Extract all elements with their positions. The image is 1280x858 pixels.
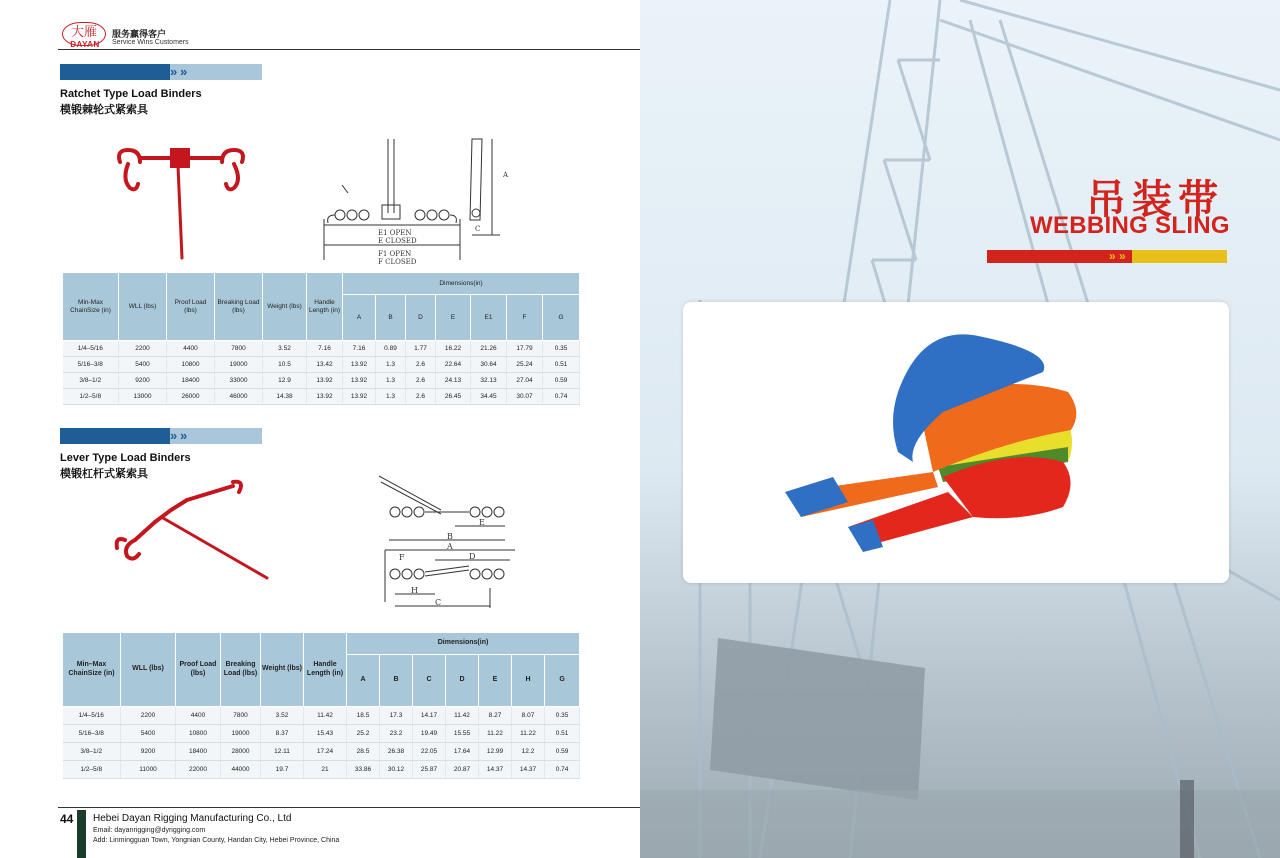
diagram-label: B (447, 532, 453, 541)
table-cell: 28.5 (347, 743, 380, 761)
ratchet-spec-table (62, 272, 580, 405)
table-cell: 8.07 (512, 707, 545, 725)
webbing-sling-photo-card (683, 302, 1229, 583)
table-cell: 12.11 (261, 743, 304, 761)
diagram-label: F CLOSED (378, 258, 417, 266)
lever-spec-table (62, 632, 580, 779)
dimension-column-header: C (413, 655, 446, 707)
table-row (63, 357, 580, 373)
logo-wordmark: DAYAN (70, 40, 100, 49)
table-cell: 13000 (119, 389, 167, 405)
table-cell: 12.99 (479, 743, 512, 761)
table-cell: 4400 (167, 341, 215, 357)
lever-title-en: Lever Type Load Binders (60, 452, 191, 464)
dimensions-header: Dimensions(in) (347, 633, 580, 655)
table-cell: 34.45 (471, 389, 507, 405)
table-cell: 33000 (215, 373, 263, 389)
chevron-icon: » (1109, 249, 1116, 263)
dimension-column-header: A (343, 295, 376, 341)
table-cell: 13.42 (307, 357, 343, 373)
table-cell: 0.59 (543, 373, 580, 389)
table-cell: 11.22 (512, 725, 545, 743)
dimension-column-header: G (543, 295, 580, 341)
lever-binder-image (105, 478, 280, 588)
dimensions-header: Dimensions(in) (343, 273, 580, 295)
dimension-column-header: E (479, 655, 512, 707)
table-cell: 13.92 (307, 373, 343, 389)
dimension-column-header: D (406, 295, 436, 341)
table-cell: 26.45 (436, 389, 471, 405)
table-cell: 7.16 (343, 341, 376, 357)
dimension-column-header: D (446, 655, 479, 707)
table-cell: 12.2 (512, 743, 545, 761)
table-cell: 30.07 (507, 389, 543, 405)
table-cell: 2200 (119, 341, 167, 357)
table-cell: 11000 (121, 761, 176, 779)
column-header: Weight (lbs) (263, 273, 307, 341)
table-cell: 5400 (121, 725, 176, 743)
section-bar-lever (60, 428, 262, 444)
table-cell: 28000 (221, 743, 261, 761)
page-number: 44 (60, 812, 74, 826)
company-address: Add: Linmingguan Town, Yongnian County, Handan City, Hebei Province, China (93, 837, 340, 844)
table-cell: 23.2 (380, 725, 413, 743)
table-row (63, 373, 580, 389)
table-cell: 7800 (215, 341, 263, 357)
table-cell: 0.51 (545, 725, 580, 743)
dimension-column-header: E1 (471, 295, 507, 341)
table-cell: 11.22 (479, 725, 512, 743)
table-cell: 11.42 (446, 707, 479, 725)
column-header: WLL (lbs) (121, 633, 176, 707)
table-cell: 5400 (119, 357, 167, 373)
diagram-label: A (503, 171, 509, 179)
table-row (63, 761, 580, 779)
header-divider (58, 49, 640, 50)
table-cell: 2200 (121, 707, 176, 725)
table-cell: 1/4–5/16 (63, 707, 121, 725)
table-cell: 2.6 (406, 357, 436, 373)
table-row (63, 707, 580, 725)
table-cell: 8.27 (479, 707, 512, 725)
column-header: Breaking Load (lbs) (215, 273, 263, 341)
ratchet-title-cn: 模锻棘轮式紧索具 (60, 104, 148, 116)
table-cell: 2.6 (406, 389, 436, 405)
column-header: Proof Load (lbs) (167, 273, 215, 341)
table-cell: 15.43 (304, 725, 347, 743)
column-header: Breaking Load (lbs) (221, 633, 261, 707)
diagram-label: C (435, 598, 442, 607)
table-cell: 3/8–1/2 (63, 743, 121, 761)
table-cell: 20.87 (446, 761, 479, 779)
table-cell: 26.38 (380, 743, 413, 761)
table-cell: 0.35 (543, 341, 580, 357)
chevron-icon: » (180, 428, 188, 443)
table-cell: 3.52 (263, 341, 307, 357)
table-cell: 18.5 (347, 707, 380, 725)
diagram-label: C (475, 225, 481, 233)
table-cell: 13.92 (343, 389, 376, 405)
diagram-label: F (399, 553, 405, 562)
table-cell: 25.24 (507, 357, 543, 373)
table-cell: 13.92 (307, 389, 343, 405)
table-cell: 7800 (221, 707, 261, 725)
table-cell: 14.17 (413, 707, 446, 725)
page-stripe (77, 810, 86, 858)
table-cell: 13.92 (343, 357, 376, 373)
table-cell: 22000 (176, 761, 221, 779)
table-cell: 10800 (167, 357, 215, 373)
table-cell: 16.22 (436, 341, 471, 357)
table-cell: 22.05 (413, 743, 446, 761)
section-bar-ratchet (60, 64, 262, 80)
diagram-label: A (447, 542, 453, 551)
table-cell: 10800 (176, 725, 221, 743)
column-header: Handle Length (in) (304, 633, 347, 707)
table-cell: 17.64 (446, 743, 479, 761)
tagline-cn: 服务赢得客户 (112, 29, 167, 39)
table-cell: 1/2–5/8 (63, 389, 119, 405)
webbing-sling-image (683, 302, 1229, 583)
footer-divider (58, 807, 640, 808)
table-cell: 1.3 (376, 389, 406, 405)
table-row (63, 341, 580, 357)
table-cell: 3.52 (261, 707, 304, 725)
column-header: Min-Max ChainSize (in) (63, 273, 119, 341)
chevron-icon: » (1119, 249, 1126, 263)
right-page (640, 0, 1280, 858)
table-cell: 21.26 (471, 341, 507, 357)
table-cell: 26000 (167, 389, 215, 405)
table-cell: 7.16 (307, 341, 343, 357)
table-cell: 1.77 (406, 341, 436, 357)
table-cell: 17.79 (507, 341, 543, 357)
table-cell: 18400 (176, 743, 221, 761)
dimension-column-header: G (545, 655, 580, 707)
table-cell: 0.59 (545, 743, 580, 761)
column-header: Proof Load (lbs) (176, 633, 221, 707)
table-cell: 5/16–3/8 (63, 357, 119, 373)
table-cell: 32.13 (471, 373, 507, 389)
chevron-icon: » (170, 64, 178, 79)
table-row (63, 743, 580, 761)
table-cell: 12.9 (263, 373, 307, 389)
ratchet-binder-image (112, 140, 252, 265)
table-cell: 44000 (221, 761, 261, 779)
dimension-column-header: E (436, 295, 471, 341)
column-header: Min–Max ChainSize (in) (63, 633, 121, 707)
table-cell: 19.49 (413, 725, 446, 743)
table-cell: 21 (304, 761, 347, 779)
title-en: WEBBING SLING (1030, 212, 1230, 239)
table-row (63, 389, 580, 405)
diagram-label: H (411, 586, 418, 595)
dimension-column-header: B (376, 295, 406, 341)
table-cell: 14.37 (512, 761, 545, 779)
table-cell: 30.12 (380, 761, 413, 779)
column-header: Handle Length (in) (307, 273, 343, 341)
chevron-icon: » (170, 428, 178, 443)
table-cell: 5/16–3/8 (63, 725, 121, 743)
table-cell: 33.86 (347, 761, 380, 779)
table-cell: 1.3 (376, 373, 406, 389)
diagram-label: F1 OPEN (378, 250, 412, 258)
company-email: Email: dayanrigging@dyrigging.com (93, 827, 206, 834)
tagline-en: Service Wins Customers (112, 39, 189, 46)
table-cell: 27.04 (507, 373, 543, 389)
column-header: WLL (lbs) (119, 273, 167, 341)
ratchet-diagram (320, 135, 520, 270)
table-cell: 24.13 (436, 373, 471, 389)
table-cell: 25.2 (347, 725, 380, 743)
table-cell: 3/8–1/2 (63, 373, 119, 389)
dimension-column-header: B (380, 655, 413, 707)
table-cell: 1/4–5/16 (63, 341, 119, 357)
table-row (63, 725, 580, 743)
table-cell: 9200 (119, 373, 167, 389)
lever-diagram (375, 470, 525, 615)
table-cell: 0.89 (376, 341, 406, 357)
table-cell: 46000 (215, 389, 263, 405)
table-cell: 11.42 (304, 707, 347, 725)
table-cell: 1/2–5/8 (63, 761, 121, 779)
table-cell: 22.64 (436, 357, 471, 373)
logo-cn: 大雁 (70, 25, 97, 40)
table-cell: 25.87 (413, 761, 446, 779)
table-cell: 0.74 (545, 761, 580, 779)
chevron-icon: » (180, 64, 188, 79)
diagram-label: E1 OPEN (378, 229, 412, 237)
table-cell: 19.7 (261, 761, 304, 779)
dimension-column-header: H (512, 655, 545, 707)
table-cell: 14.38 (263, 389, 307, 405)
table-cell: 10.5 (263, 357, 307, 373)
table-cell: 4400 (176, 707, 221, 725)
table-cell: 17.3 (380, 707, 413, 725)
table-cell: 17.24 (304, 743, 347, 761)
title-accent-bar (987, 250, 1227, 263)
table-cell: 0.35 (545, 707, 580, 725)
table-cell: 0.51 (543, 357, 580, 373)
ratchet-title-en: Ratchet Type Load Binders (60, 88, 202, 100)
column-header: Weight (lbs) (261, 633, 304, 707)
table-cell: 14.37 (479, 761, 512, 779)
table-cell: 18400 (167, 373, 215, 389)
table-cell: 2.6 (406, 373, 436, 389)
table-cell: 15.55 (446, 725, 479, 743)
table-cell: 19000 (215, 357, 263, 373)
diagram-label: E (479, 518, 485, 527)
table-cell: 0.74 (543, 389, 580, 405)
lever-title-cn: 模锻杠杆式紧索具 (60, 468, 148, 480)
table-cell: 30.64 (471, 357, 507, 373)
diagram-label: D (469, 552, 476, 561)
diagram-label: E CLOSED (378, 237, 417, 245)
dimension-column-header: A (347, 655, 380, 707)
title-cn: 吊装带 (1086, 176, 1224, 223)
table-cell: 8.37 (261, 725, 304, 743)
dimension-column-header: F (507, 295, 543, 341)
table-cell: 19000 (221, 725, 261, 743)
table-cell: 13.92 (343, 373, 376, 389)
table-cell: 1.3 (376, 357, 406, 373)
table-cell: 9200 (121, 743, 176, 761)
company-name: Hebei Dayan Rigging Manufacturing Co., Ltd (93, 813, 292, 824)
